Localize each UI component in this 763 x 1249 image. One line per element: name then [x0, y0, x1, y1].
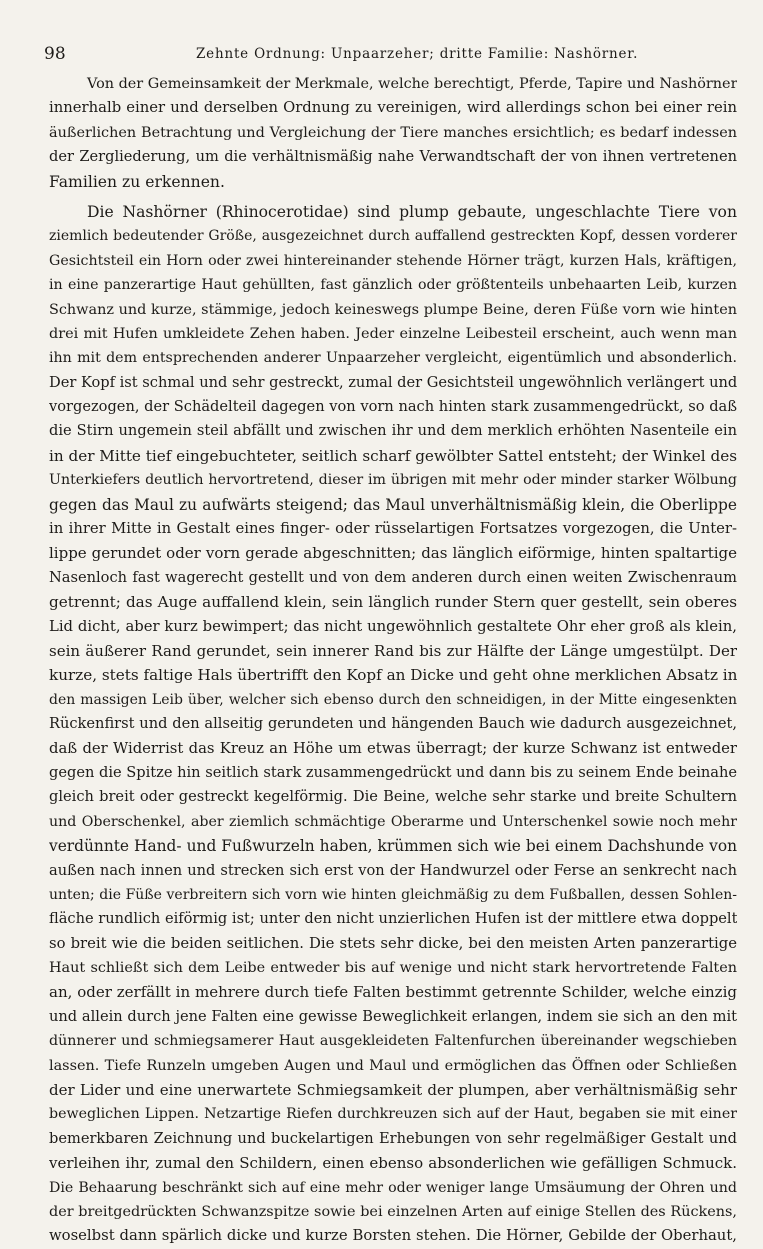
text-line: daß der Widerrist das Kreuz an Höhe um etwas überragt; der kurze Schwanz ist entweder	[49, 739, 737, 757]
page-header	[44, 42, 734, 66]
text-line: Die Behaarung beschränkt sich auf eine mehr oder weniger lange Umsäumung der Ohren und	[49, 1179, 737, 1196]
text-line: in der Mitte tief eingebuchteter, seitlich scharf gewölbter Sattel entsteht; der Winkel des	[49, 446, 737, 465]
paragraph-1	[49, 72, 737, 194]
page-number: 98	[44, 44, 66, 64]
text-line: außen nach innen und strecken sich erst von der Handwurzel oder Ferse an senkrecht nach	[49, 861, 737, 879]
text-line: woselbst dann spärlich dicke und kurze Borsten stehen. Die Hörner, Gebilde der Oberhaut,	[49, 1227, 737, 1245]
text-line: Nasenloch fast wagerecht gestellt und von dem anderen durch einen weiten Zwischenraum	[49, 568, 737, 586]
text-line: verleihen ihr, zumal den Schildern, einen ebenso absonderlichen wie gefälligen Schmuck.	[49, 1154, 737, 1173]
running-head: Zehnte Ordnung: Unpaarzeher; dritte Familie: Nashörner.	[196, 46, 639, 62]
text-line: verdünnte Hand- und Fußwurzeln haben, krümmen sich wie bei einem Dachshunde von	[49, 837, 737, 856]
text-line: äußerlichen Betrachtung und Vergleichung der Tiere manches ersichtlich; es bedarf indessen	[49, 124, 737, 141]
text-line: innerhalb einer und derselben Ordnung zu vereinigen, wird allerdings schon bei einer rein	[49, 99, 737, 117]
text-line: dünnerer und schmiegsamerer Haut ausgekleideten Faltenfurchen übereinander wegschieben	[49, 1033, 737, 1050]
text-line: gleich breit oder gestreckt kegelförmig. Die Beine, welche sehr starke und breite Schultern	[49, 788, 737, 806]
text-line: vorgezogen, der Schädelteil dagegen von vorn nach hinten stark zusammengedrückt, so daß	[49, 398, 737, 416]
text-line: und allein durch jene Falten eine gewisse Beweglichkeit erlangen, indem sie sich an den mit	[49, 1007, 737, 1025]
text-line: so breit wie die beiden seitlichen. Die stets sehr dicke, bei den meisten Arten panzerartige	[49, 934, 737, 952]
text-line: in ihrer Mitte in Gestalt eines finger- oder rüsselartigen Fortsatzes vorgezogen, die Unter-	[49, 520, 737, 538]
text-line: lippe gerundet oder vorn gerade abgeschnitten; das länglich eiförmige, hinten spaltartige	[49, 544, 737, 563]
paragraph-2	[49, 200, 737, 1249]
text-line: gegen das Maul zu aufwärts steigend; das Maul unverhältnismäßig klein, die Oberlippe	[49, 495, 737, 514]
text-line: an, oder zerfällt in mehrere durch tiefe Falten bestimmt getrennte Schilder, welche einzig	[49, 983, 737, 1002]
text-line: Die Nashörner (Rhinocerotidae) sind plump gebaute, ungeschlachte Tiere von	[87, 202, 737, 221]
text-line: und Oberschenkel, aber ziemlich schmächtige Oberarme und Unterschenkel sowie noch mehr	[49, 813, 737, 830]
text-line: fläche rundlich eiförmig ist; unter den nicht unzierlichen Hufen ist der mittlere etwa doppelt	[49, 910, 737, 928]
text-line: getrennt; das Auge auffallend klein, sein länglich runder Stern quer gestellt, sein oberes	[49, 593, 737, 612]
text-line: Haut schließt sich dem Leibe entweder bis auf wenige und nicht stark hervortretende Falten	[49, 960, 737, 977]
text-line: Unterkiefers deutlich hervortretend, dieser im übrigen mit mehr oder minder starker Wölbung	[49, 472, 737, 489]
text-line: gegen die Spitze hin seitlich stark zusammengedrückt und dann bis zu seinem Ende beinahe	[49, 763, 737, 781]
text-line: ihn mit dem entsprechenden anderer Unpaarzeher vergleicht, eigentümlich und absonderlich.	[49, 350, 737, 367]
text-line: kurze, stets faltige Hals übertrifft den Kopf an Dicke und geht ohne merklichen Absatz in	[49, 666, 737, 685]
text-line: die Stirn ungemein steil abfällt und zwischen ihr und dem merklich erhöhten Nasenteile ein	[49, 422, 737, 440]
text-line: der breitgedrückten Schwanzspitze sowie bei einzelnen Arten auf einige Stellen des Rückens,	[49, 1203, 737, 1220]
text-line: Von der Gemeinsamkeit der Merkmale, welche berechtigt, Pferde, Tapire und Nashörner	[87, 76, 737, 92]
text-line: in eine panzerartige Haut gehüllten, fast gänzlich oder größtenteils unbehaarten Leib, kurzen	[49, 277, 737, 294]
text-line: Lid dicht, aber kurz bewimpert; das nicht ungewöhnlich gestaltete Ohr eher groß als klein,	[49, 617, 737, 635]
text-line: ziemlich bedeutender Größe, ausgezeichnet durch auffallend gestreckten Kopf, dessen vorderer	[49, 228, 737, 245]
text-line: unten; die Füße verbreitern sich vorn wie hinten gleichmäßig zu dem Fußballen, dessen Sohlen-	[49, 886, 737, 903]
text-line: bemerkbaren Zeichnung und buckelartigen Erhebungen von sehr regelmäßiger Gestalt und	[49, 1129, 737, 1147]
text-line: sein äußerer Rand gerundet, sein innerer Rand bis zur Hälfte der Länge umgestülpt. Der	[49, 641, 737, 660]
text-line: Rückenfirst und den allseitig gerundeten und hängenden Bauch wie dadurch ausgezeichnet,	[49, 715, 737, 733]
text-line: der Zergliederung, um die verhältnismäßig nahe Verwandtschaft der von ihnen vertretenen	[49, 148, 737, 166]
text-line: den massigen Leib über, welcher sich ebenso durch den schneidigen, in der Mitte eingesenkten	[49, 691, 737, 708]
text-line: lassen. Tiefe Runzeln umgeben Augen und Maul und ermöglichen das Öffnen oder Schließen	[49, 1057, 737, 1074]
text-line: beweglichen Lippen. Netzartige Riefen durchkreuzen sich auf der Haut, begaben sie mit einer	[49, 1106, 737, 1123]
body-text	[49, 72, 737, 1249]
text-line: Schwanz und kurze, stämmige, jedoch keineswegs plumpe Beine, deren Füße vorn wie hinten	[49, 301, 737, 318]
text-line: drei mit Hufen umkleidete Zehen haben. Jeder einzelne Leibesteil erscheint, auch wenn man	[49, 325, 737, 342]
text-line: Der Kopf ist schmal und sehr gestreckt, zumal der Gesichtsteil ungewöhnlich verlängert und	[49, 373, 737, 391]
text-line: der Lider und eine unerwartete Schmiegsamkeit der plumpen, aber verhältnismäßig sehr	[49, 1081, 737, 1100]
text-line: Familien zu erkennen.	[49, 172, 225, 191]
text-line: Gesichtsteil ein Horn oder zwei hintereinander stehende Hörner trägt, kurzen Hals, kräftigen,	[49, 252, 737, 269]
